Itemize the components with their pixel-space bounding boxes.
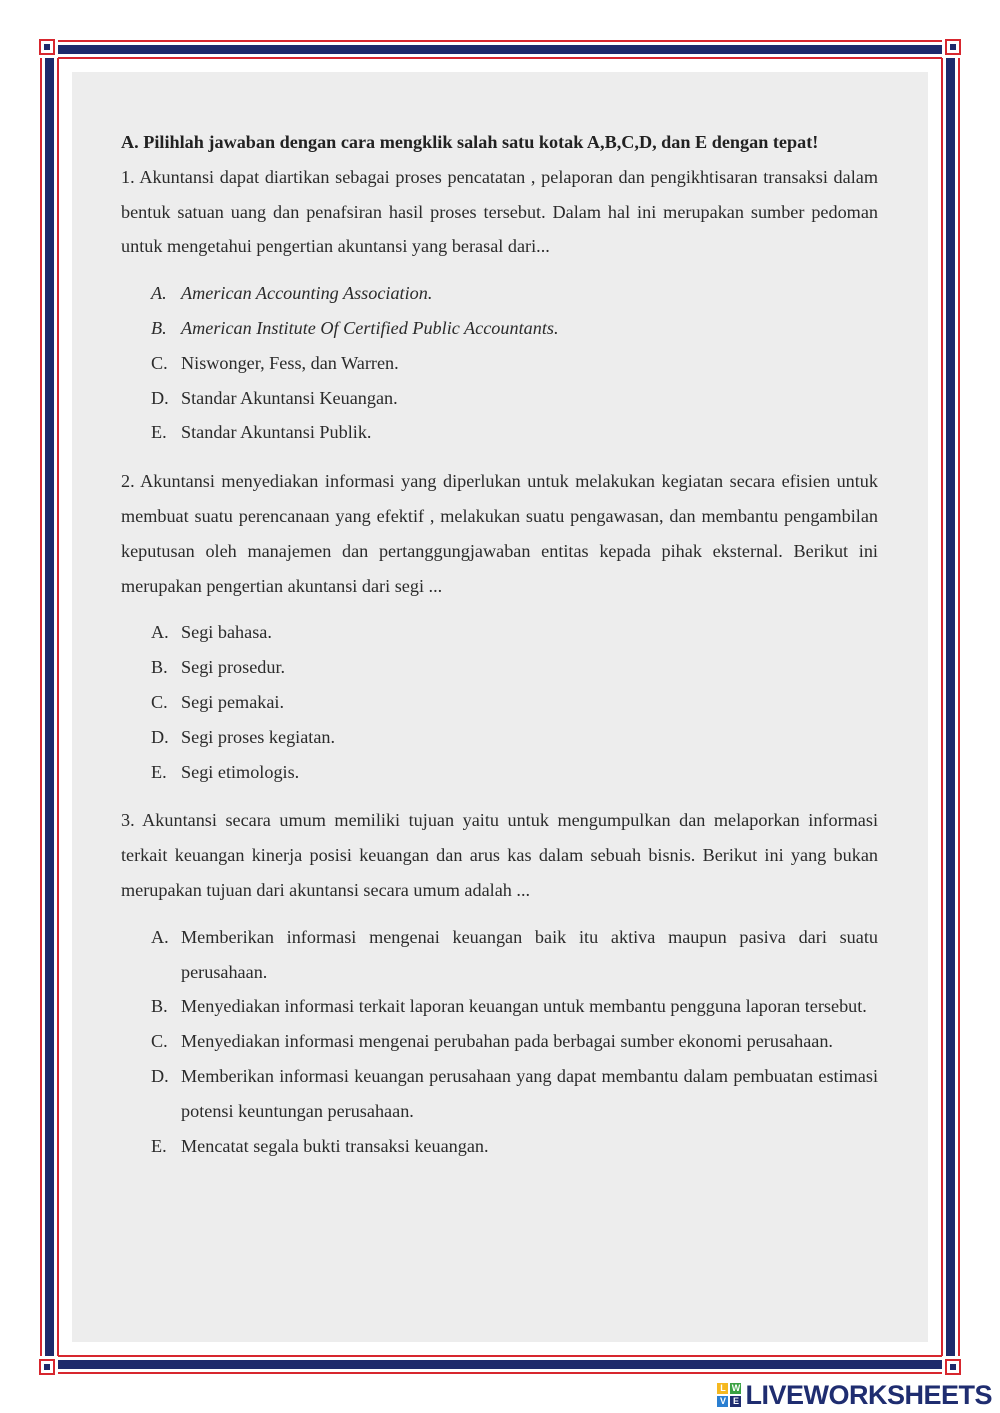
question-2-text: 2. Akuntansi menyediakan informasi yang diperlukan untuk melakukan kegiatan secara efisien untuk membuat suatu perencanaan yang efektif , melakukan suatu pengawasan, dan membantu pengambilan keputusan oleh manajemen dan pertanggungjawaban entitas kepada pihak eksternal. Berikut ini merupakan pengertian akuntansi dari segi ... <box>121 471 878 596</box>
option-text: Segi bahasa. <box>181 622 272 643</box>
corner-ornament <box>36 1356 58 1378</box>
option-letter: C. <box>151 352 168 373</box>
option-text: American Accounting Association. <box>181 283 433 304</box>
option-3a[interactable] <box>121 920 878 990</box>
corner-ornament <box>942 1356 964 1378</box>
liveworksheets-logo-icon <box>717 1383 741 1407</box>
corner-ornament <box>942 36 964 58</box>
option-2d[interactable] <box>121 720 878 755</box>
option-text: Segi proses kegiatan. <box>181 726 336 747</box>
option-2a[interactable] <box>121 615 878 650</box>
option-letter: D. <box>151 726 169 747</box>
option-text: Menyediakan informasi mengenai perubahan pada berbagai sumber ekonomi perusahaan. <box>181 1031 833 1052</box>
option-letter: E. <box>151 761 167 782</box>
option-letter: A. <box>151 622 169 643</box>
option-letter: C. <box>151 691 168 712</box>
option-text: Mencatat segala bukti transaksi keuangan. <box>181 1135 489 1156</box>
option-letter: B. <box>151 657 168 678</box>
option-text: Menyediakan informasi terkait laporan keuangan untuk membantu pengguna laporan tersebut. <box>181 996 867 1017</box>
option-2e[interactable] <box>121 755 878 790</box>
option-text: Segi pemakai. <box>181 691 285 712</box>
question-3-text: 3. Akuntansi secara umum memiliki tujuan yaitu untuk mengumpulkan dan melaporkan informasi terkait keuangan kinerja posisi keuangan dan arus kas dalam sebuah bisnis. Berikut ini yang bukan merupakan tujuan dari akuntansi secara umum adalah ... <box>121 810 878 900</box>
option-1b[interactable] <box>121 311 878 346</box>
option-letter: B. <box>151 317 167 338</box>
logo-mark-cell: L <box>717 1383 728 1394</box>
option-3c[interactable] <box>121 1024 878 1059</box>
worksheet-content <box>121 125 878 1177</box>
logo-text: LIVEWORKSHEETS <box>745 1379 992 1410</box>
option-letter: C. <box>151 1031 168 1052</box>
option-letter: B. <box>151 996 168 1017</box>
question-1-text: 1. Akuntansi dapat diartikan sebagai proses pencatatan , pelaporan dan pengikhtisaran transaksi dalam bentuk satuan uang dan penafsiran hasil proses tersebut. Dalam hal ini merupakan sumber pedoman untuk mengetahui pengertian akuntansi yang berasal dari... <box>121 166 878 257</box>
option-letter: A. <box>151 283 167 304</box>
corner-ornament <box>36 36 58 58</box>
logo-mark-cell: V <box>717 1396 728 1407</box>
option-text: Memberikan informasi mengenai keuangan baik itu aktiva maupun pasiva dari suatu perusahaan. <box>181 926 878 982</box>
option-letter: E. <box>151 1135 167 1156</box>
instruction-text: A. Pilihlah jawaban dengan cara mengklik salah satu kotak A,B,C,D, dan E dengan tepat! <box>121 132 819 152</box>
option-letter: E. <box>151 422 167 443</box>
question-2-options <box>121 615 878 789</box>
option-1c[interactable] <box>121 346 878 381</box>
logo-mark-cell: W <box>731 1383 741 1393</box>
option-text: Memberikan informasi keuangan perusahaan yang dapat membantu dalam pembuatan estimasi potensi keuntungan perusahaan. <box>181 1065 878 1121</box>
logo-mark-cell: E <box>730 1396 741 1407</box>
option-letter: A. <box>151 926 169 947</box>
option-text: Segi etimologis. <box>181 761 300 782</box>
option-text: Segi prosedur. <box>181 657 286 678</box>
option-1a[interactable] <box>121 276 878 311</box>
option-1e[interactable] <box>121 415 878 450</box>
option-1d[interactable] <box>121 381 878 416</box>
option-letter: D. <box>151 1065 169 1086</box>
option-text: Niswonger, Fess, dan Warren. <box>181 352 399 373</box>
question-1-options <box>121 276 878 450</box>
option-text: Standar Akuntansi Keuangan. <box>181 387 398 408</box>
option-text: American Institute Of Certified Public Accountants. <box>181 317 559 338</box>
option-2c[interactable] <box>121 685 878 720</box>
option-2b[interactable] <box>121 650 878 685</box>
liveworksheets-logo[interactable] <box>717 1380 992 1410</box>
option-3d[interactable] <box>121 1059 878 1129</box>
question-3-options <box>121 920 878 1164</box>
option-text: Standar Akuntansi Publik. <box>181 422 372 443</box>
option-letter: D. <box>151 387 169 408</box>
option-3b[interactable] <box>121 989 878 1024</box>
option-3e[interactable] <box>121 1129 878 1164</box>
